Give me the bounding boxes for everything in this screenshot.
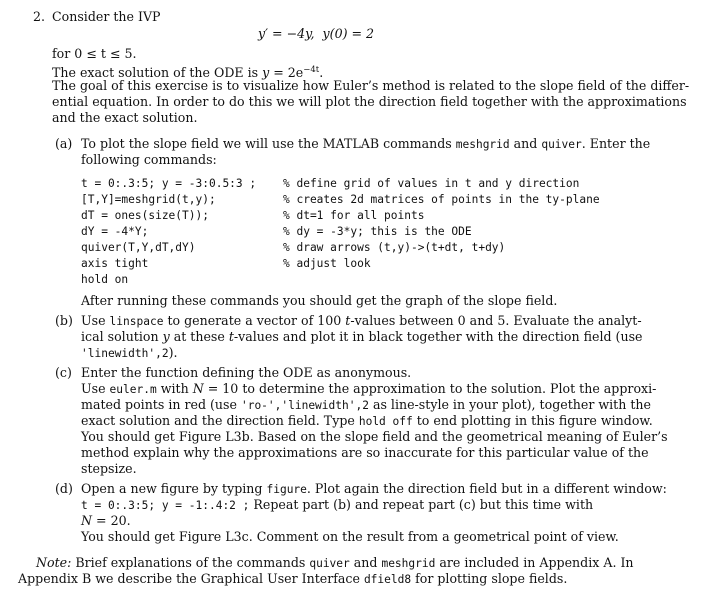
part-d-line-4: You should get Figure L3c. Comment on the result from a geometrical point of view. bbox=[81, 529, 619, 544]
code-line-5: quiver(T,Y,dT,dY) bbox=[81, 241, 196, 254]
note-label: Note: bbox=[36, 555, 72, 570]
comment-line-5: % draw arrows (t,y)->(t+dt, t+dy) bbox=[283, 241, 506, 254]
part-c-line-2: Use euler.m with N = 10 to determine the approximation to the solution. Plot the approxi- bbox=[81, 381, 657, 396]
comment-line-6: % adjust look bbox=[283, 257, 371, 270]
comment-line-2: % creates 2d matrices of points in the ty-plane bbox=[283, 193, 600, 206]
comment-line-1: % define grid of values in t and y direction bbox=[283, 177, 580, 190]
intro-line-3: and the exact solution. bbox=[52, 110, 198, 125]
note-line-1: Note: Brief explanations of the commands quiver and meshgrid are included in Appendix A. In bbox=[36, 555, 634, 570]
part-b-line-1: Use linspace to generate a vector of 100 t-values between 0 and 5. Evaluate the analyt- bbox=[81, 313, 642, 328]
code-line-4: dY = -4*Y; bbox=[81, 225, 149, 238]
part-c-line-7: stepsize. bbox=[81, 461, 137, 476]
part-c-line-1: Enter the function defining the ODE as anonymous. bbox=[81, 365, 412, 380]
note-line-2: Appendix B we describe the Graphical User Interface dfield8 for plotting slope fields. bbox=[18, 571, 568, 586]
comment-line-4: % dy = -3*y; this is the ODE bbox=[283, 225, 472, 238]
part-b-line-3: 'linewidth',2). bbox=[81, 345, 178, 360]
part-d-line-2: t = 0:.3:5; y = -1:.4:2 ; Repeat part (b) and repeat part (c) but this time with bbox=[81, 497, 594, 512]
part-a-line-1: To plot the slope field we will use the MATLAB commands meshgrid and quiver. Enter the bbox=[81, 136, 651, 151]
part-c-line-5: You should get Figure L3b. Based on the slope field and the geometrical meaning of Euler’s bbox=[81, 429, 668, 444]
problem-heading: Consider the IVP bbox=[52, 9, 161, 24]
problem-number: 2. bbox=[33, 9, 46, 24]
exact-solution-line: The exact solution of the ODE is $y = 2e^{-4t}$. bbox=[52, 65, 324, 80]
interval-text: for 0 ≤ t ≤ 5. bbox=[52, 46, 137, 61]
ivp-equation: y′ = −4y, y(0) = 2 bbox=[258, 26, 375, 41]
code-line-1: t = 0:.3:5; y = -3:0.5:3 ; bbox=[81, 177, 257, 190]
part-b-line-2: ical solution y at these t-values and plot it in black together with the direction field (use bbox=[81, 329, 643, 344]
code-line-2: [T,Y]=meshgrid(t,y); bbox=[81, 193, 216, 206]
intro-line-1: The goal of this exercise is to visualize how Euler’s method is related to the slope field of the differ- bbox=[52, 78, 690, 93]
part-c-label: (c) bbox=[55, 365, 72, 380]
part-d-label: (d) bbox=[55, 481, 73, 496]
code-line-3: dT = ones(size(T)); bbox=[81, 209, 209, 222]
part-c-line-6: method explain why the approximations are so inaccurate for this particular value of the bbox=[81, 445, 649, 460]
part-a-label: (a) bbox=[55, 136, 73, 151]
part-a-line-2: following commands: bbox=[81, 152, 217, 167]
code-line-6: axis tight bbox=[81, 257, 149, 270]
part-d-line-3: N = 20. bbox=[81, 513, 131, 528]
part-a-after: After running these commands you should get the graph of the slope field. bbox=[81, 293, 558, 308]
part-c-line-3: mated points in red (use 'ro-','linewidth',2 as line-style in your plot), together with the bbox=[81, 397, 651, 412]
part-d-line-1: Open a new figure by typing figure. Plot again the direction field but in a different window: bbox=[81, 481, 667, 496]
part-b-label: (b) bbox=[55, 313, 73, 328]
comment-line-3: % dt=1 for all points bbox=[283, 209, 425, 222]
part-c-line-4: exact solution and the direction field. Type hold off to end plotting in this figure window. bbox=[81, 413, 653, 428]
code-line-7: hold on bbox=[81, 273, 129, 286]
intro-line-2: ential equation. In order to do this we will plot the direction field together with the approximations bbox=[52, 94, 687, 109]
